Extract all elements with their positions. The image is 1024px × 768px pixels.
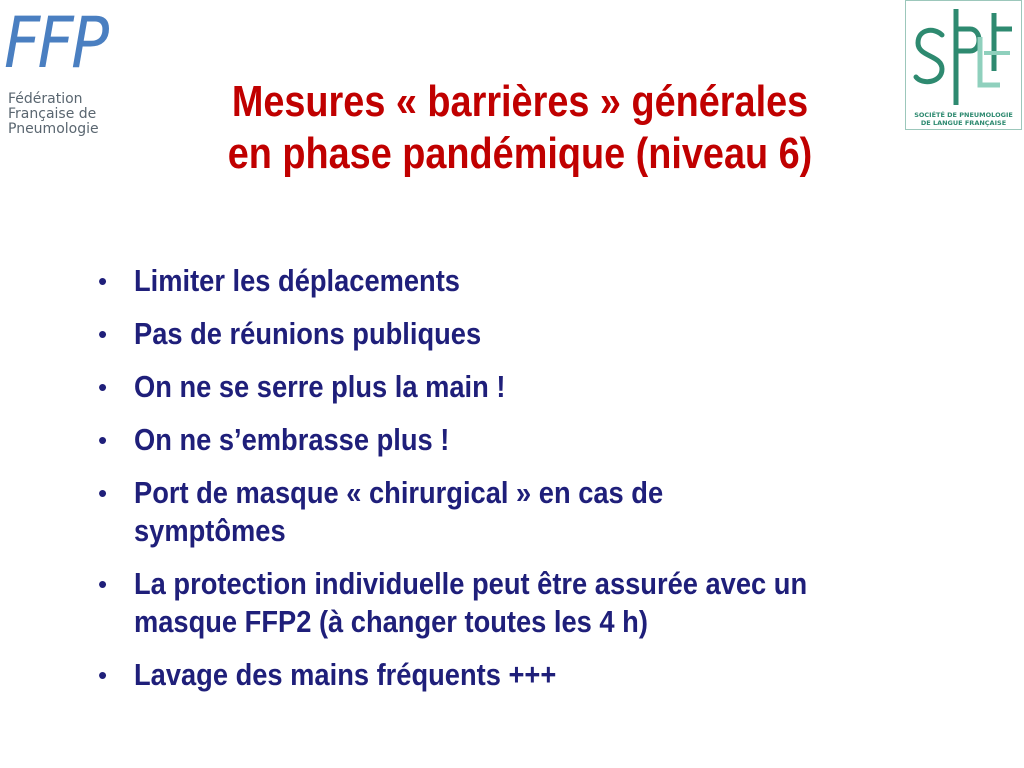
bullet-text (134, 421, 952, 459)
bullet-text (134, 262, 952, 300)
bullet-text-line: symptômes (134, 513, 286, 548)
splf-caption-line-1: SOCIÉTÉ DE PNEUMOLOGIE (914, 111, 1013, 119)
ffp-name-line-3: Pneumologie (8, 121, 99, 137)
bullet-text-line: masque FFP2 (à changer toutes les 4 h) (134, 604, 648, 639)
bullet-text-line: Lavage des mains fréquents +++ (134, 657, 557, 692)
bullet-dot-icon: • (98, 478, 108, 508)
bullet-list (96, 262, 976, 709)
splf-logo (905, 0, 1022, 130)
slide-title (185, 76, 856, 180)
bullet-dot-icon: • (98, 319, 108, 349)
ffp-logo-mark: FFP (4, 2, 107, 84)
bullet-text-line: On ne se serre plus la main ! (134, 369, 506, 404)
splf-logo-caption (908, 111, 1019, 127)
bullet-text (134, 474, 952, 550)
bullet-text-line: Pas de réunions publiques (134, 316, 482, 351)
slide-title-line-1: Mesures « barrières » générales (231, 77, 809, 126)
bullet-dot-icon: • (98, 372, 108, 402)
bullet-text-line: Limiter les déplacements (134, 263, 460, 298)
bullet-text-line: On ne s’embrasse plus ! (134, 422, 450, 457)
bullet-dot-icon: • (98, 569, 108, 599)
bullet-dot-icon: • (98, 266, 108, 296)
bullet-item (96, 656, 976, 694)
ffp-name-line-2: Française de (8, 106, 97, 122)
bullet-text-line: Port de masque « chirurgical » en cas de (134, 475, 664, 510)
slide-title-line-2: en phase pandémique (niveau 6) (227, 129, 813, 178)
bullet-item (96, 315, 976, 353)
bullet-dot-icon: • (98, 425, 108, 455)
splf-caption-line-2: DE LANGUE FRANÇAISE (920, 119, 1007, 127)
bullet-text (134, 368, 952, 406)
bullet-text-line: La protection individuelle peut être assurée avec un (134, 566, 808, 601)
ffp-name-line-1: Fédération (8, 91, 83, 107)
bullet-item (96, 474, 976, 550)
bullet-dot-icon: • (98, 660, 108, 690)
bullet-item (96, 262, 976, 300)
bullet-text (134, 656, 952, 694)
bullet-item (96, 565, 976, 641)
bullet-text (134, 565, 952, 641)
bullet-item (96, 368, 976, 406)
splf-logo-mark (912, 7, 1016, 107)
ffp-logo (4, 2, 124, 140)
bullet-item (96, 421, 976, 459)
bullet-text (134, 315, 952, 353)
ffp-logo-name (8, 92, 99, 137)
